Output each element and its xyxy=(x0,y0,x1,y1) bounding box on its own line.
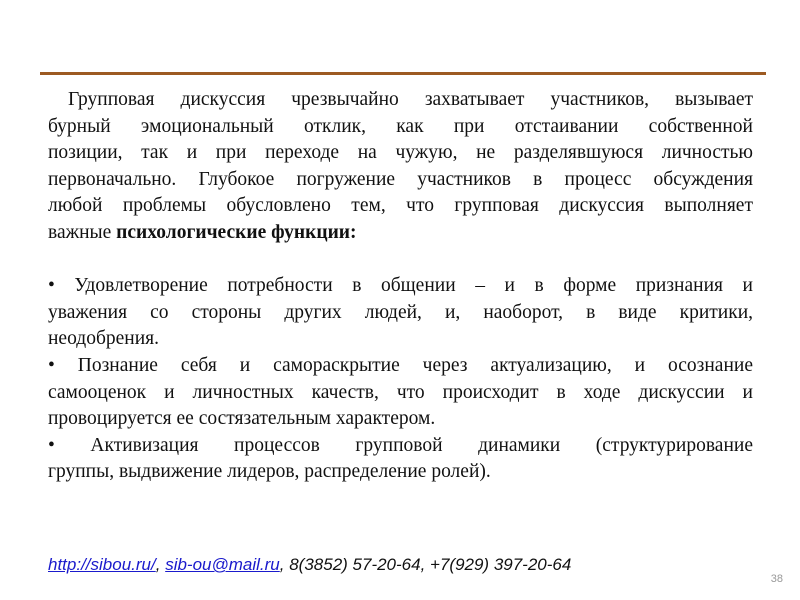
text-line: Групповая дискуссия чрезвычайно захватывает участников, вызывает xyxy=(68,89,753,110)
text-line: провоцируется ее состязательным характером. xyxy=(48,408,436,430)
text-line xyxy=(48,220,753,247)
bullet-item xyxy=(48,353,753,433)
text-line: самооценок и личностных качеств, что происходит в ходе дискуссии и xyxy=(48,381,753,403)
text-line: • Активизация процессов групповой динамики (структурирование xyxy=(48,434,753,456)
website-link[interactable]: http://sibou.ru/ xyxy=(48,555,156,574)
text-line: группы, выдвижение лидеров, распределение ролей). xyxy=(48,461,491,483)
page-number: 38 xyxy=(770,573,783,585)
contact-footer xyxy=(48,555,571,575)
text-line: • Удовлетворение потребности в общении – и в форме признания и xyxy=(48,275,753,297)
bold-heading: психологические функции: xyxy=(116,221,357,243)
text-line: первоначально. Глубокое погружение участников в процесс обсуждения xyxy=(48,168,753,190)
text-line: неодобрения. xyxy=(48,328,159,350)
bullet-item xyxy=(48,433,753,486)
text-prefix: важные xyxy=(48,221,117,243)
phone-numbers: , 8(3852) 57-20-64, +7(929) 397-20-64 xyxy=(279,555,572,574)
text-line: позиции, так и при переходе на чужую, не разделявшуюся личностью xyxy=(48,142,753,164)
separator: , xyxy=(155,555,166,574)
intro-paragraph xyxy=(48,87,753,247)
text-line: • Познание себя и самораскрытие через актуализацию, и осознание xyxy=(48,354,753,376)
email-link[interactable]: sib-ou@mail.ru xyxy=(165,555,280,574)
text-line: уважения со стороны других людей, и, наоборот, в виде критики, xyxy=(48,301,753,323)
text-line: бурный эмоциональный отклик, как при отстаивании собственной xyxy=(48,115,753,137)
bullet-item xyxy=(48,273,753,353)
slide-body xyxy=(48,87,753,486)
header-divider xyxy=(40,72,766,75)
text-line: любой проблемы обусловлено тем, что групповая дискуссия выполняет xyxy=(48,195,753,217)
spacer xyxy=(48,247,753,274)
